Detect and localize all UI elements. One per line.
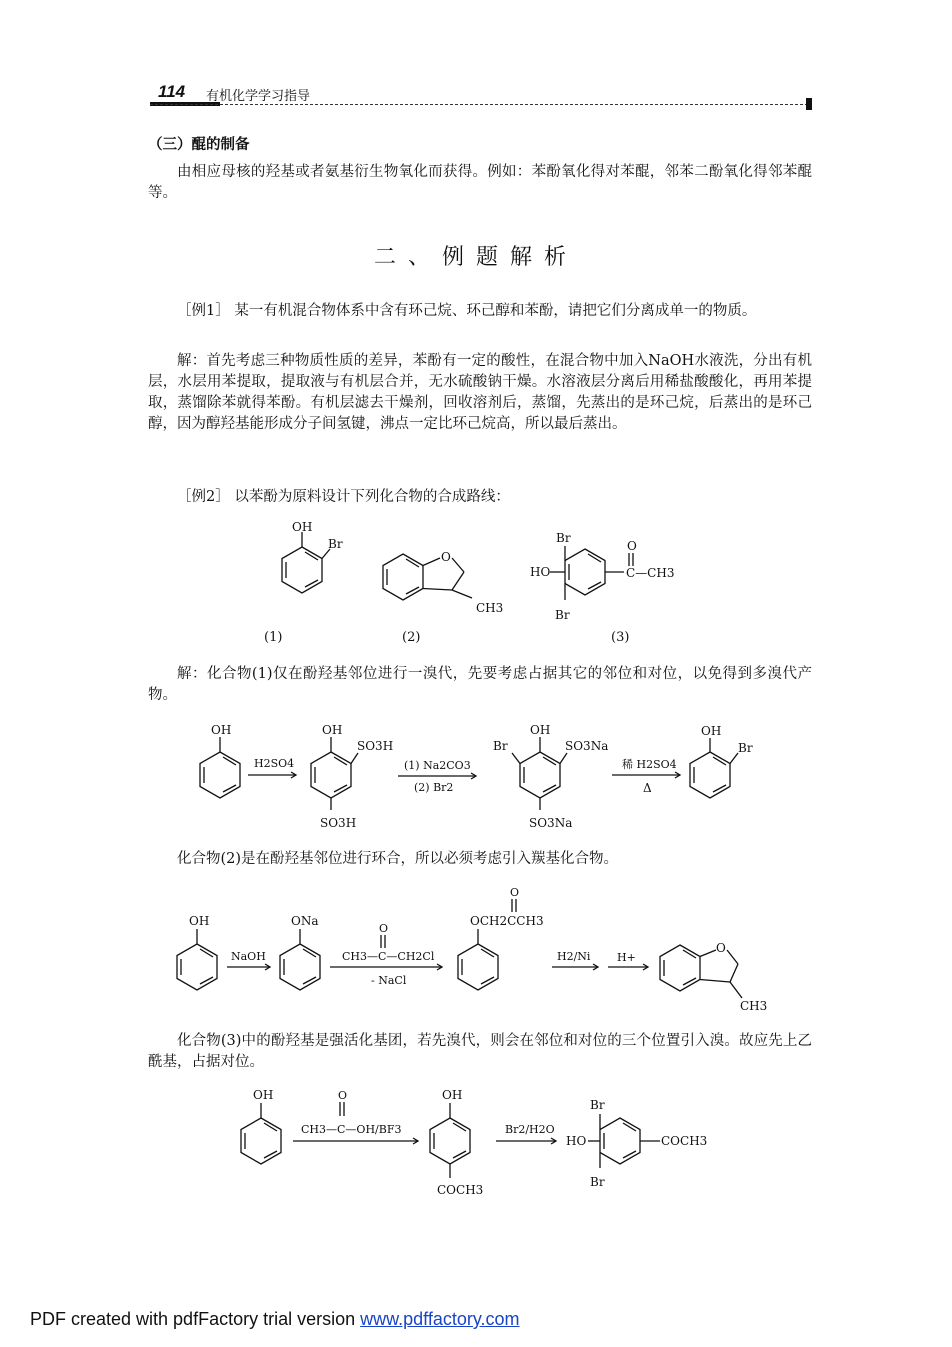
example2-answer3: 化合物(3)中的酚羟基是强活化基团，若先溴代，则会在邻位和对位的三个位置引入溴。故应先上乙酰基，占据对位。 (148, 1033, 812, 1070)
s2-product-o: O (716, 941, 726, 955)
c3-ho-label: HO (530, 565, 551, 579)
c2-ch3-label: CH3 (476, 601, 504, 615)
s1-disulfonic-so3h-bottom: SO3H (320, 816, 357, 830)
s2-reagent-chloroacetone: CH3—C—CH2Cl (342, 950, 435, 963)
s2-ether-carbonyl-o: O (510, 886, 520, 899)
s2-phenoxide-ona: ONa (291, 914, 319, 928)
example1-question: ［例1］ 某一有机混合物体系中含有环己烷、环己醇和苯酚，请把它们分离成单一的物质。 (177, 303, 757, 319)
footer-text: PDF created with pdfFactory trial version (30, 1309, 361, 1329)
s1-product-br: Br (738, 741, 753, 755)
s2-reagent-hplus: H+ (617, 951, 636, 964)
c2-o-label: O (441, 550, 451, 564)
s3-intermediate-oh: OH (442, 1088, 463, 1102)
c1-oh-label: OH (292, 520, 313, 534)
s1-bromo-so3na-bottom: SO3Na (529, 816, 573, 830)
s3-product-br-bottom: Br (590, 1175, 605, 1189)
c1-number: (1) (264, 630, 283, 645)
s1-disulfonic-oh: OH (322, 723, 343, 737)
s1-reagent-na2co3: (1) Na2CO3 (404, 759, 471, 772)
s3-reagent-acetic-bf3: CH3—C—OH/BF3 (301, 1123, 402, 1136)
example2-question: ［例2］ 以苯酚为原料设计下列化合物的合成路线： (177, 489, 510, 505)
s3-phenol-oh: OH (253, 1088, 274, 1102)
footer-link[interactable]: www.pdffactory.com (360, 1309, 520, 1329)
s3-product-coch3: COCH3 (661, 1134, 708, 1148)
s3-reagent-br2-h2o: Br2/H2O (505, 1123, 555, 1136)
s1-reagent-h2so4: H2SO4 (254, 757, 295, 770)
c3-number: (3) (611, 630, 630, 645)
c2-number: (2) (402, 630, 421, 645)
s3-product-ho: HO (566, 1134, 587, 1148)
example2-answer2: 化合物(2)是在酚羟基邻位进行环合，所以必须考虑引入羰基化合物。 (177, 851, 619, 867)
example1-answer: 解：首先考虑三种物质性质的差异，苯酚有一定的酸性，在混合物中加入NaOH水液洗，分出有机层，水层用苯提取，提取液与有机层合并，无水硫酸钠干燥。水溶液层分离后用稀盐酸酸化，再用苯提取，蒸馏除苯就得苯酚。有机层滤去干燥剂，回收溶剂后，蒸馏，先蒸出的是环己烷，后蒸出的是环己醇，因为醇羟基能形成分子间氢键，沸点一定比环己烷高，所以最后蒸出。 (148, 353, 812, 432)
s2-phenol-oh: OH (189, 914, 210, 928)
s1-bromo-br: Br (493, 739, 508, 753)
c3-carbonyl-o-label: O (627, 539, 637, 553)
c1-br-label: Br (328, 537, 343, 551)
s1-phenol-oh: OH (211, 723, 232, 737)
s1-reagent-dilute-acid: 稀 H2SO4 (622, 758, 677, 771)
s1-reagent-br2: (2) Br2 (414, 781, 454, 794)
s3-intermediate-coch3: COCH3 (437, 1183, 484, 1197)
s3-reagent-carbonyl-o: O (338, 1089, 348, 1102)
s1-bromo-so3na-top: SO3Na (565, 739, 609, 753)
s1-product-oh: OH (701, 724, 722, 738)
s2-reagent-naoh: NaOH (231, 950, 266, 963)
page-number: 114 (158, 82, 186, 101)
c3-br-top-label: Br (556, 531, 571, 545)
s3-product-br-top: Br (590, 1098, 605, 1112)
section-title: 二、例题解析 (373, 245, 578, 270)
section-heading-quinone: （三）醌的制备 (148, 136, 250, 153)
pdf-footer (30, 1309, 520, 1330)
s2-reagent-h2ni: H2/Ni (557, 950, 591, 963)
s1-disulfonic-so3h-top: SO3H (357, 739, 394, 753)
s1-reagent-heat: Δ (643, 781, 652, 795)
s2-reagent-carbonyl-o: O (379, 922, 389, 935)
s2-product-ch3: CH3 (740, 999, 768, 1013)
c3-acetyl-label: C—CH3 (626, 566, 675, 580)
s2-ether-label: OCH2CCH3 (470, 914, 544, 928)
example2-answer1: 解：化合物(1)仅在酚羟基邻位进行一溴代，先要考虑占据其它的邻位和对位，以免得到多溴代产物。 (148, 666, 812, 703)
s1-bromo-oh: OH (530, 723, 551, 737)
paragraph-quinone: 由相应母核的羟基或者氨基衍生物氧化而获得。例如：苯酚氧化得对苯醌，邻苯二酚氧化得邻苯醌等。 (148, 164, 812, 201)
c3-br-bottom-label: Br (555, 608, 570, 622)
book-title: 有机化学学习指导 (206, 89, 311, 104)
s2-byproduct-nacl: - NaCl (371, 974, 407, 987)
